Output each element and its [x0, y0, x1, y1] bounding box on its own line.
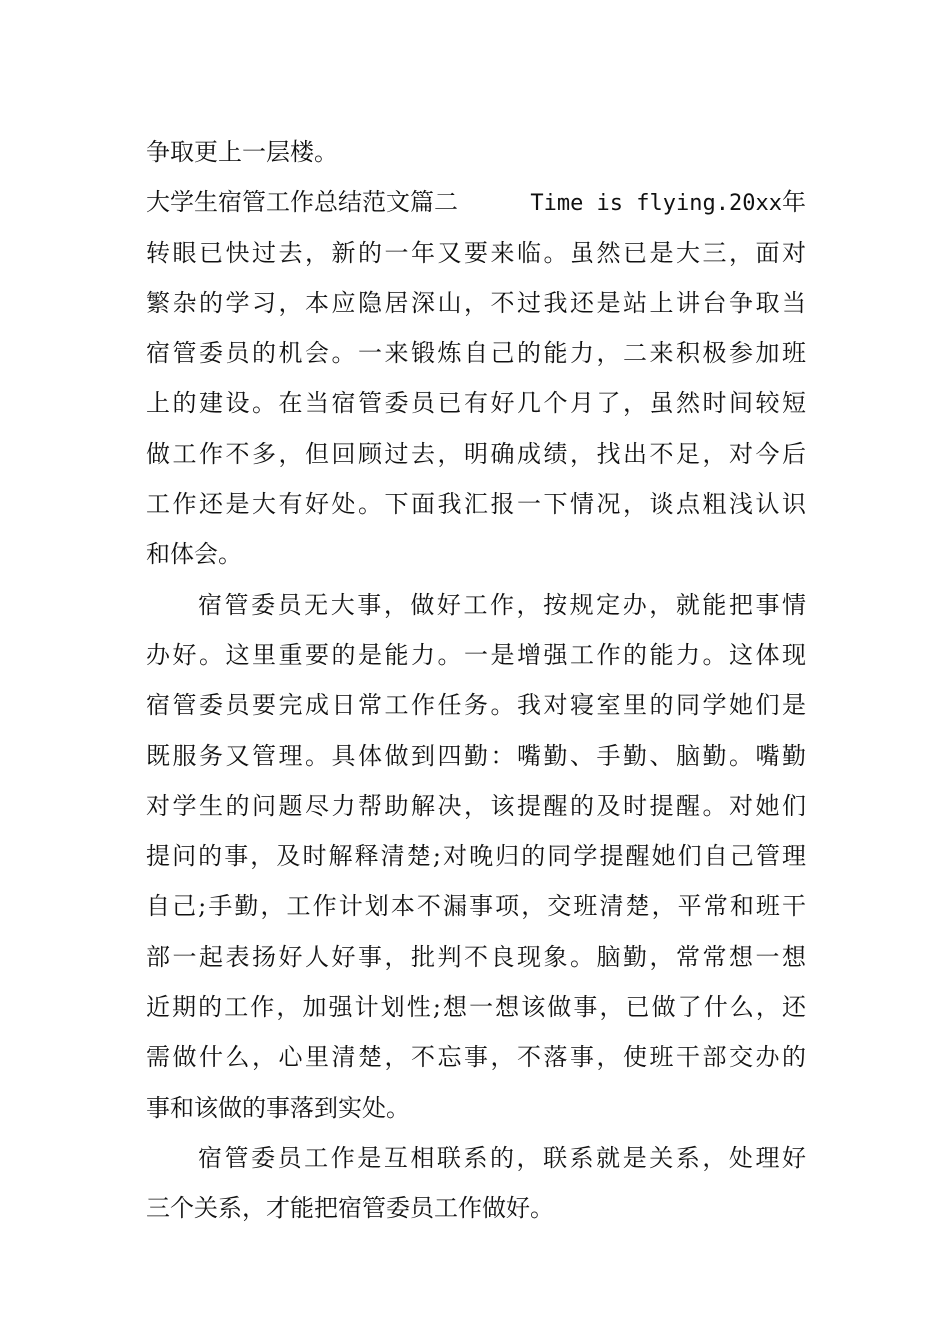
text-line: 自己;手勤，工作计划本不漏事项，交班清楚，平常和班干 [146, 892, 806, 921]
text-line: 争取更上一层楼。 [146, 138, 338, 166]
heading-tail [530, 177, 806, 227]
text-line: 三个关系，才能把宿管委员工作做好。 [146, 1194, 554, 1223]
text-line: 宿管委员的机会。一来锻炼自己的能力，二来积极参加班 [146, 339, 806, 368]
text-line: 上的建设。在当宿管委员已有好几个月了，虽然时间较短 [146, 389, 806, 418]
section-heading-line [146, 177, 806, 227]
text-line: 事和该做的事落到实处。 [146, 1093, 410, 1122]
text-line: 办好。这里重要的是能力。一是增强工作的能力。这体现 [146, 640, 806, 669]
text-line: 繁杂的学习，本应隐居深山，不过我还是站上讲台争取当 [146, 288, 806, 317]
text-line: 对学生的问题尽力帮助解决，该提醒的及时提醒。对她们 [146, 791, 806, 820]
text-line: 需做什么，心里清楚，不忘事，不落事，使班干部交办的 [146, 1043, 806, 1072]
paragraph-first-line: 宿管委员工作是互相联系的，联系就是关系，处理好 [198, 1143, 806, 1172]
text-line: 提问的事，及时解释清楚;对晚归的同学提醒她们自己管理 [146, 842, 806, 871]
text-line: 做工作不多，但回顾过去，明确成绩，找出不足，对今后 [146, 439, 806, 468]
text-line: 既服务又管理。具体做到四勤：嘴勤、手勤、脑勤。嘴勤 [146, 741, 806, 770]
paragraph-first-line: 宿管委员无大事，做好工作，按规定办，就能把事情 [198, 590, 806, 619]
text-line: 近期的工作，加强计划性;想一想该做事，已做了什么，还 [146, 993, 806, 1022]
english-phrase: Time is flying.20xx [530, 191, 782, 217]
text-line: 工作还是大有好处。下面我汇报一下情况，谈点粗浅认识 [146, 490, 806, 519]
text-line: 转眼已快过去，新的一年又要来临。虽然已是大三，面对 [146, 238, 806, 267]
document-body [146, 127, 806, 1234]
section-title: 大学生宿管工作总结范文篇二 [146, 188, 458, 217]
year-suffix: 年 [782, 188, 806, 217]
text-line: 和体会。 [146, 540, 242, 569]
text-line: 宿管委员要完成日常工作任务。我对寝室里的同学她们是 [146, 691, 806, 720]
text-line: 部一起表扬好人好事，批判不良现象。脑勤，常常想一想 [146, 942, 806, 971]
